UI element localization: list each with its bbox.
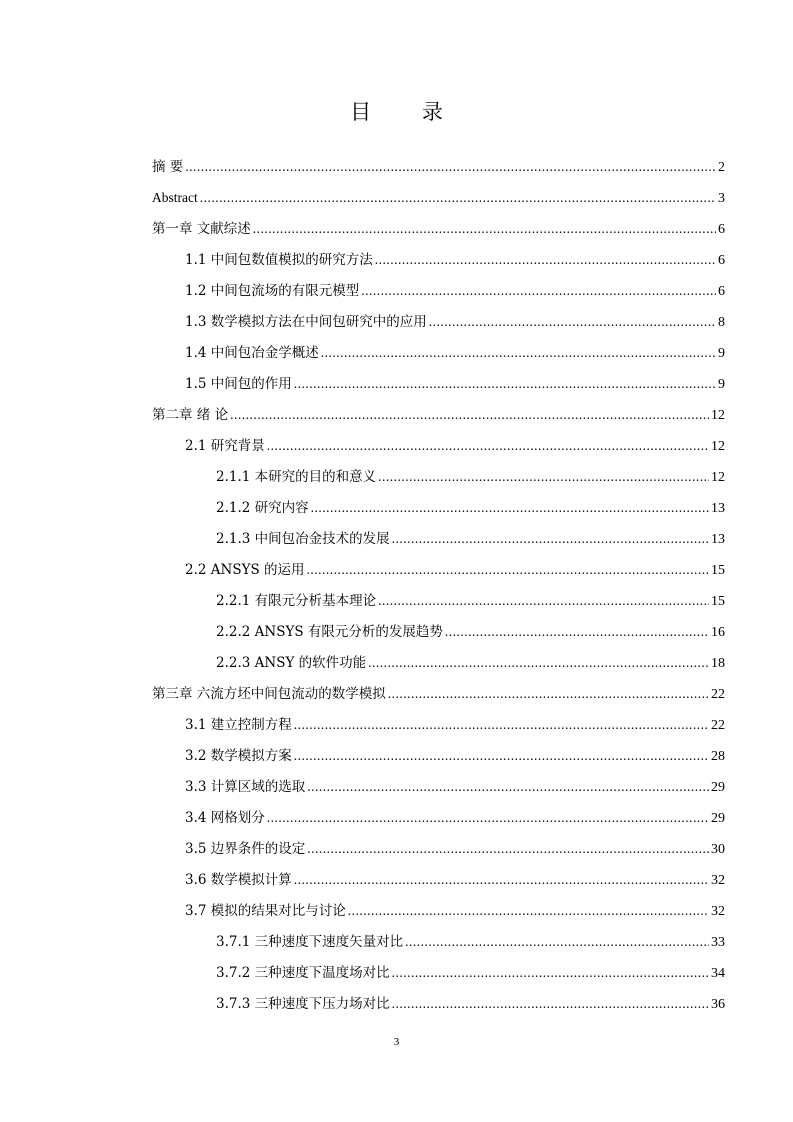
toc-entry-label: 2.2.3 ANSY 的软件功能 [216, 655, 367, 671]
toc-entry-label: 1.3 数学模拟方法在中间包研究中的应用 [185, 314, 427, 330]
toc-leader [392, 992, 709, 1016]
toc-entry[interactable] [152, 434, 725, 465]
toc-entry[interactable] [152, 682, 725, 713]
toc-entry-label: 1.2 中间包流场的有限元模型 [185, 283, 360, 299]
toc-entry[interactable] [152, 558, 725, 589]
toc-leader [445, 620, 709, 644]
toc-leader [307, 558, 709, 582]
toc-leader [294, 713, 709, 737]
toc-entry-label: 3.7 模拟的结果对比与讨论 [185, 903, 346, 919]
toc-entry-label: 摘 要 [152, 159, 184, 175]
toc-entry-page: 18 [711, 656, 725, 671]
toc-entry[interactable] [152, 620, 725, 651]
toc-entry-label: 2.1 研究背景 [185, 438, 265, 454]
toc-leader [361, 279, 716, 303]
table-of-contents [152, 155, 725, 1023]
toc-leader [294, 868, 709, 892]
toc-entry[interactable] [152, 744, 725, 775]
toc-entry[interactable] [152, 961, 725, 992]
toc-entry-label: 3.3 计算区域的选取 [185, 779, 306, 795]
toc-leader [405, 930, 709, 954]
toc-entry[interactable] [152, 310, 725, 341]
toc-leader [253, 217, 716, 241]
toc-entry-page: 34 [711, 966, 725, 981]
toc-entry[interactable] [152, 713, 725, 744]
toc-entry-label: 3.4 网格划分 [185, 810, 265, 826]
toc-entry-label: 1.4 中间包冶金学概述 [185, 345, 319, 361]
toc-entry-label: 3.7.3 三种速度下压力场对比 [216, 996, 390, 1012]
toc-entry-label: 第一章 文献综述 [152, 221, 251, 237]
toc-entry-page: 9 [718, 377, 725, 392]
toc-entry[interactable] [152, 372, 725, 403]
toc-entry-page: 8 [718, 315, 725, 330]
toc-entry[interactable] [152, 527, 725, 558]
toc-entry-label: 3.5 边界条件的设定 [185, 841, 306, 857]
toc-entry-label: 2.2 ANSYS 的运用 [185, 562, 305, 578]
toc-entry-label: 3.2 数学模拟方案 [185, 748, 292, 764]
toc-entry-page: 12 [711, 408, 725, 423]
toc-entry-page: 22 [711, 687, 725, 702]
toc-entry-page: 13 [711, 501, 725, 516]
toc-entry-label: 2.1.1 本研究的目的和意义 [216, 469, 377, 485]
toc-leader [321, 341, 716, 365]
toc-entry-page: 12 [711, 439, 725, 454]
toc-entry[interactable] [152, 775, 725, 806]
toc-entry[interactable] [152, 217, 725, 248]
toc-leader [375, 248, 716, 272]
toc-entry-label: 2.2.1 有限元分析基本理论 [216, 593, 377, 609]
toc-entry-label: Abstract [152, 190, 198, 205]
toc-entry-page: 33 [711, 935, 725, 950]
page-number: 3 [393, 1036, 400, 1048]
toc-entry-page: 13 [711, 532, 725, 547]
toc-leader [311, 496, 709, 520]
toc-entry-page: 3 [718, 191, 725, 206]
toc-entry[interactable] [152, 279, 725, 310]
toc-entry-page: 9 [718, 346, 725, 361]
toc-entry-page: 30 [711, 842, 725, 857]
toc-entry[interactable] [152, 465, 725, 496]
toc-entry[interactable] [152, 806, 725, 837]
toc-leader [368, 651, 709, 675]
toc-entry-label: 3.6 数学模拟计算 [185, 872, 292, 888]
toc-entry-label: 第三章 六流方坯中间包流动的数学模拟 [152, 686, 386, 702]
toc-entry-page: 16 [711, 625, 725, 640]
toc-leader [378, 465, 709, 489]
toc-entry[interactable] [152, 496, 725, 527]
toc-entry-page: 6 [718, 222, 725, 237]
toc-entry[interactable] [152, 403, 725, 434]
toc-entry[interactable] [152, 155, 725, 186]
toc-entry[interactable] [152, 589, 725, 620]
toc-entry-page: 6 [718, 284, 725, 299]
toc-entry-page: 29 [711, 811, 725, 826]
toc-entry[interactable] [152, 341, 725, 372]
toc-entry-label: 3.7.2 三种速度下温度场对比 [216, 965, 390, 981]
toc-entry-page: 22 [711, 718, 725, 733]
toc-entry[interactable] [152, 837, 725, 868]
toc-entry[interactable] [152, 868, 725, 899]
toc-entry-page: 2 [718, 160, 725, 175]
toc-entry-page: 15 [711, 594, 725, 609]
toc-leader [388, 682, 709, 706]
toc-entry-page: 6 [718, 253, 725, 268]
toc-leader [294, 744, 709, 768]
toc-leader [307, 775, 709, 799]
toc-leader [392, 961, 709, 985]
toc-entry-page: 29 [711, 780, 725, 795]
toc-entry-label: 1.1 中间包数值模拟的研究方法 [185, 252, 373, 268]
toc-leader [307, 837, 709, 861]
toc-entry-label: 2.1.2 研究内容 [216, 500, 309, 516]
toc-entry-label: 第二章 绪 论 [152, 407, 229, 423]
toc-leader [185, 155, 716, 179]
toc-entry[interactable] [152, 186, 725, 217]
page-title: 目 录 [350, 100, 465, 124]
toc-entry-label: 3.1 建立控制方程 [185, 717, 292, 733]
toc-entry[interactable] [152, 930, 725, 961]
toc-entry-page: 36 [711, 997, 725, 1012]
toc-leader [392, 527, 709, 551]
toc-entry-label: 3.7.1 三种速度下速度矢量对比 [216, 934, 404, 950]
toc-leader [429, 310, 716, 334]
toc-entry-page: 32 [711, 904, 725, 919]
toc-entry-page: 12 [711, 470, 725, 485]
toc-entry[interactable] [152, 992, 725, 1023]
toc-leader [267, 434, 709, 458]
toc-entry[interactable] [152, 248, 725, 279]
toc-entry-page: 28 [711, 749, 725, 764]
toc-entry[interactable] [152, 899, 725, 930]
toc-leader [200, 186, 716, 210]
toc-entry-label: 1.5 中间包的作用 [185, 376, 292, 392]
toc-leader [267, 806, 709, 830]
toc-leader [294, 372, 716, 396]
toc-leader [230, 403, 709, 427]
toc-entry-label: 2.1.3 中间包冶金技术的发展 [216, 531, 390, 547]
toc-entry-label: 2.2.2 ANSYS 有限元分析的发展趋势 [216, 624, 443, 640]
toc-entry-page: 32 [711, 873, 725, 888]
toc-leader [378, 589, 709, 613]
toc-entry-page: 15 [711, 563, 725, 578]
toc-entry[interactable] [152, 651, 725, 682]
toc-leader [348, 899, 709, 923]
